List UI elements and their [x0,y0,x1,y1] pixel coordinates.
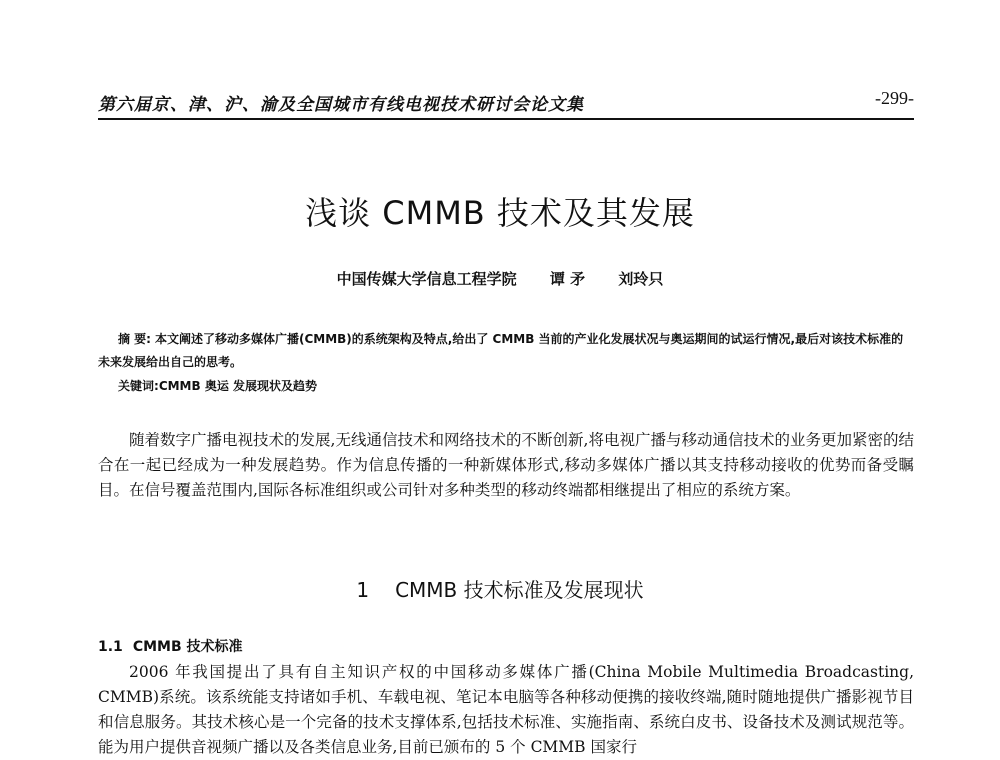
section-heading [0,574,1000,603]
subsection-title: CMMB 技术标准 [132,639,243,655]
keywords-text: CMMB 奥运 发展现状及趋势 [158,379,318,393]
keywords [118,376,914,396]
author-line [0,268,1000,289]
affiliation: 中国传媒大学信息工程学院 [336,270,517,288]
subsection-number: 1.1 [98,639,123,655]
running-header [98,84,914,120]
section-number: 1 [356,578,370,602]
section-title: CMMB 技术标准及发展现状 [395,578,644,602]
author-name: 刘玲只 [618,270,664,288]
abstract-label: 摘 要: [118,332,151,346]
page-number: -299- [875,88,914,108]
subsection-heading [98,636,243,656]
keywords-label: 关键词: [118,379,159,393]
body-paragraph: 2006 年我国提出了具有自主知识产权的中国移动多媒体广播(China Mobile Multimedia Broadcasting, CMMB)系统。该系统能支持诸如手机、车载电视、笔记本电脑等各种移动便携的接收终端,随时随地提供广播影视节目和信息服务。其技术核心是一个完备的技术支撑体系,包括技术标准、实施指南、系统白皮书、设备技术及测试规范等。能为用户提供音视频广播以及各类信息业务,目前已颁布的 5 个 CMMB 国家行 [98,663,914,756]
intro-paragraph: 随着数字广播电视技术的发展,无线通信技术和网络技术的不断创新,将电视广播与移动通信技术的业务更加紧密的结合在一起已经成为一种发展趋势。作为信息传播的一种新媒体形式,移动多媒体广播以其支持移动接收的优势而备受瞩目。在信号覆盖范围内,国际各标准组织或公司针对多种类型的移动终端都相继提出了相应的系统方案。 [98,431,914,499]
author-name: 谭 矛 [549,270,586,288]
paper-title: 浅谈 CMMB 技术及其发展 [305,194,695,232]
abstract-text: 本文阐述了移动多媒体广播(CMMB)的系统架构及特点,给出了 CMMB 当前的产业化发展状况与奥运期间的试运行情况,最后对该技术标准的未来发展给出自己的思考。 [98,332,904,369]
abstract [98,328,914,374]
running-title: 第六届京、津、沪、渝及全国城市有线电视技术研讨会论文集 [98,95,584,115]
